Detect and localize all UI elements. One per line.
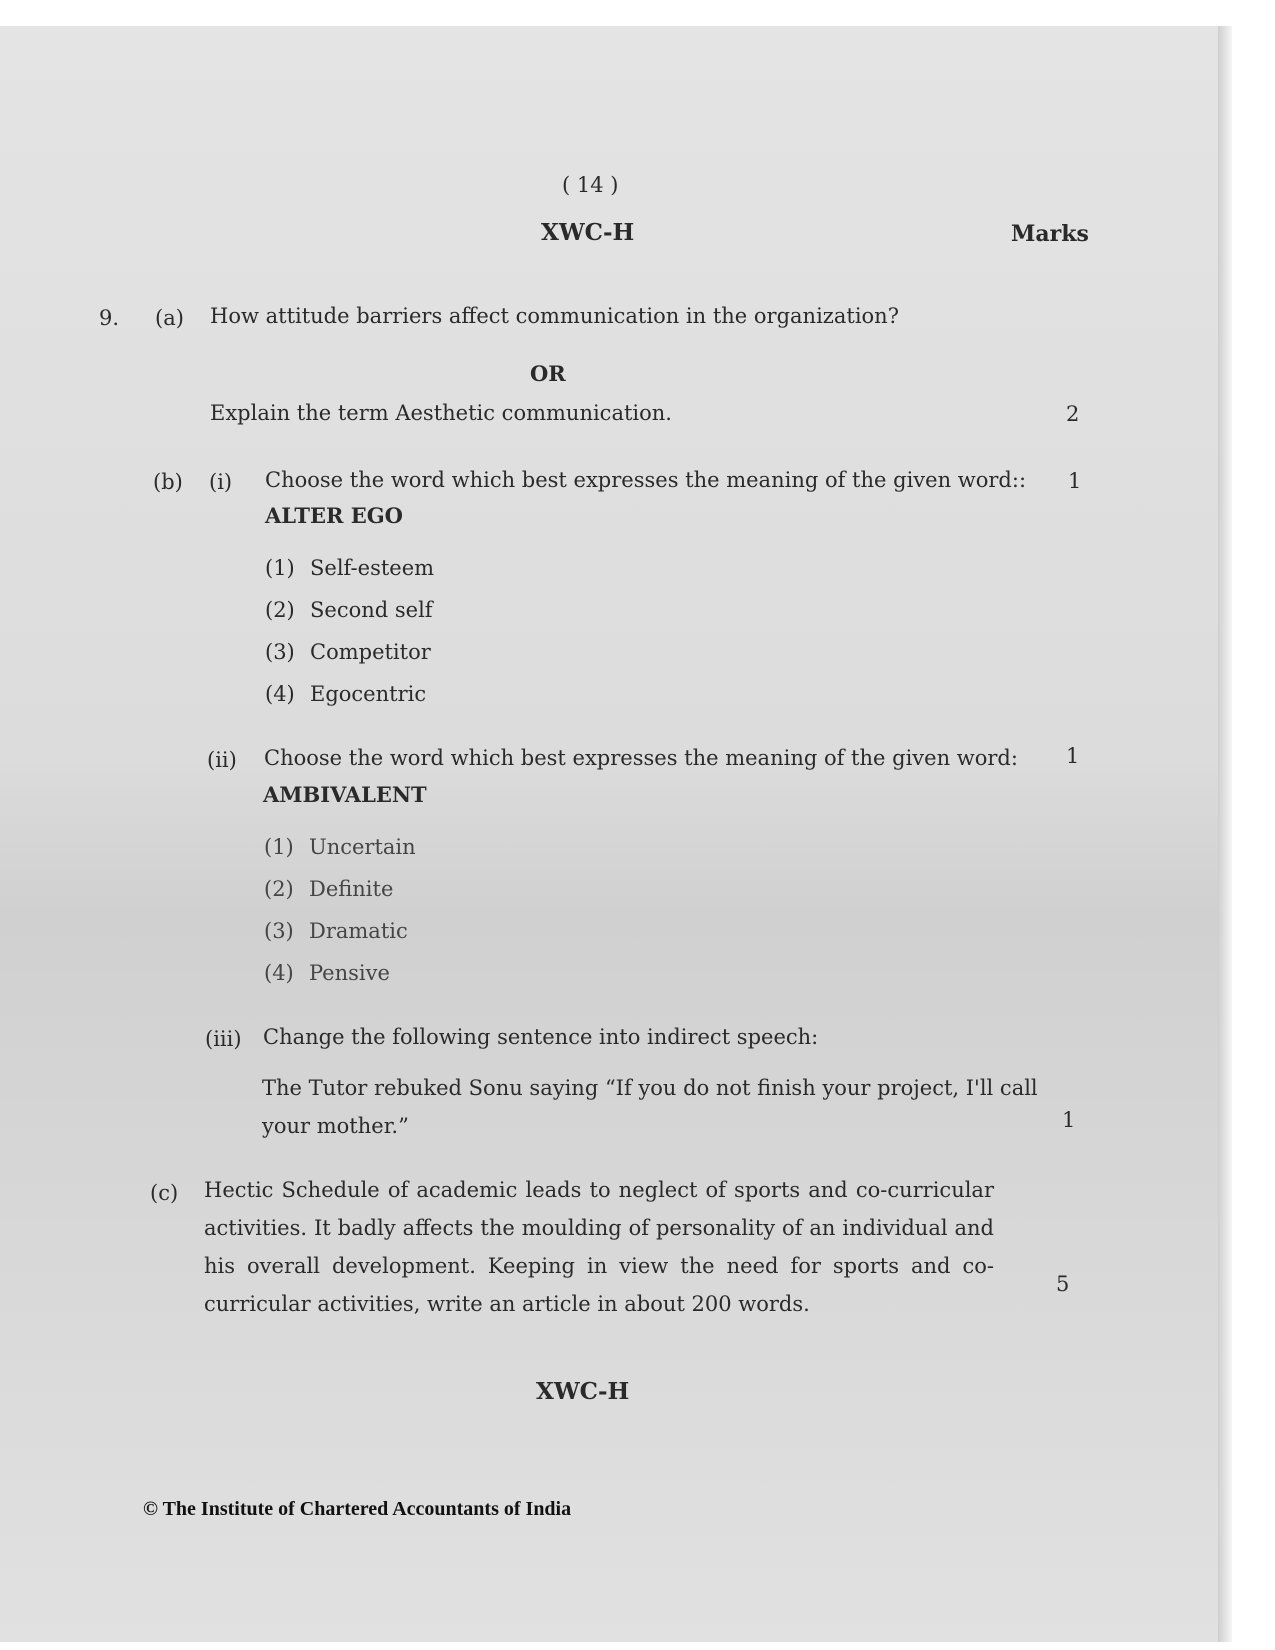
part-b-i-label: (i) [209,470,233,494]
part-a-alternative: Explain the term Aesthetic communication. [210,401,672,425]
question-number: 9. [99,306,120,330]
option-number: (1) [265,556,295,580]
page-number: ( 14 ) [562,173,619,197]
part-a-marks: 2 [1066,402,1080,426]
copyright-notice: © The Institute of Chartered Accountants of India [143,1498,572,1520]
part-a-question: How attitude barriers affect communication in the organization? [210,304,899,328]
part-b-i-question: Choose the word which best expresses the meaning of the given word:: [265,468,1027,492]
option-number: (2) [265,598,295,622]
part-b-iii-question: Change the following sentence into indirect speech: [263,1025,819,1049]
option-number: (4) [265,682,295,706]
option-text: Uncertain [309,835,416,859]
part-b-iii-sentence-line2: your mother.” [262,1114,409,1138]
part-b-iii-sentence-line1: The Tutor rebuked Sonu saying “If you do not finish your project, I'll call [262,1076,1038,1100]
option-text: Definite [309,877,394,901]
part-b-iii-label: (iii) [205,1027,242,1051]
option-number: (2) [264,877,294,901]
part-b-ii-marks: 1 [1066,744,1080,768]
option-number: (4) [264,961,294,985]
option-text: Self-esteem [310,556,435,580]
part-c-marks: 5 [1056,1272,1070,1296]
marks-heading: Marks [1011,221,1089,247]
option-text: Second self [310,598,433,622]
option-text: Competitor [310,640,431,664]
part-b-i-word: ALTER EGO [265,503,403,528]
or-separator: OR [530,361,566,386]
option-text: Egocentric [310,682,427,706]
paper-code-footer: XWC-H [536,1378,630,1405]
part-b-ii-word: AMBIVALENT [263,782,427,807]
option-text: Pensive [309,961,390,985]
part-a-label: (a) [155,306,184,330]
part-b-i-marks: 1 [1068,469,1082,493]
part-c-text: Hectic Schedule of academic leads to neglect of sports and co-curricular activities. It badly affects the moulding of personality of an individual and his overall development. Keeping in view the need for sports and co-curricular activities, write an article in about 200 words. [204,1178,994,1316]
option-text: Dramatic [309,919,408,943]
page-edge [1218,26,1232,1642]
part-b-ii-question: Choose the word which best expresses the meaning of the given word: [264,746,1018,770]
part-b-iii-marks: 1 [1062,1108,1076,1132]
paper-code-header: XWC-H [541,219,635,246]
option-number: (3) [265,640,295,664]
part-b-label: (b) [153,470,183,494]
part-b-ii-label: (ii) [207,748,237,772]
option-number: (1) [264,835,294,859]
option-number: (3) [264,919,294,943]
part-c-label: (c) [150,1181,179,1205]
